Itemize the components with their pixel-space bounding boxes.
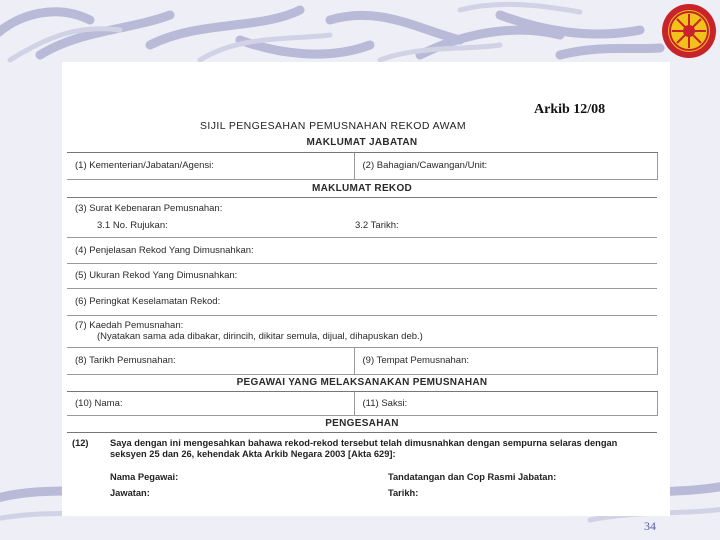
field-record-size: (5) Ukuran Rekod Yang Dimusnahkan: bbox=[67, 263, 657, 288]
field-permission-date: 3.2 Tarikh: bbox=[355, 220, 399, 231]
page-number: 34 bbox=[644, 519, 656, 533]
field-destruction-permission-label: (3) Surat Kebenaran Pemusnahan: bbox=[75, 203, 223, 214]
field-security-level: (6) Peringkat Keselamatan Rekod: bbox=[67, 288, 657, 315]
section-heading-department: MAKLUMAT JABATAN bbox=[67, 134, 657, 152]
form-table bbox=[67, 134, 658, 433]
form-title: SIJIL PENGESAHAN PEMUSNAHAN REKOD AWAM bbox=[200, 120, 467, 132]
certification-number: (12) bbox=[72, 438, 89, 448]
field-reference-number: 3.1 No. Rujukan: bbox=[97, 220, 168, 231]
form-reference-code: Arkib 12/08 bbox=[534, 102, 606, 117]
emblem-logo-icon bbox=[660, 2, 718, 60]
field-signoff-date: Tarikh: bbox=[388, 488, 419, 498]
certification-text: Saya dengan ini mengesahkan bahawa rekod-rekod tersebut telah dimusnahkan dengan sempurna selaras dengan seksyen 25 dan 26, kehendak Akta Arkib Negara 2003 [Akta 629]: bbox=[110, 438, 618, 459]
field-officer-name: (10) Nama: bbox=[67, 391, 354, 415]
field-signature-stamp: Tandatangan dan Cop Rasmi Jabatan: bbox=[388, 472, 557, 482]
scanned-form-sheet bbox=[62, 62, 670, 516]
field-destruction-date: (8) Tarikh Pemusnahan: bbox=[67, 347, 354, 374]
field-destruction-place: (9) Tempat Pemusnahan: bbox=[354, 347, 657, 374]
field-witness: (11) Saksi: bbox=[354, 391, 657, 415]
field-destruction-permission bbox=[67, 197, 657, 237]
section-heading-record: MAKLUMAT REKOD bbox=[67, 179, 657, 197]
field-record-description: (4) Penjelasan Rekod Yang Dimusnahkan: bbox=[67, 237, 657, 263]
field-destruction-method bbox=[67, 315, 657, 347]
field-destruction-method-note: (Nyatakan sama ada dibakar, dirincih, dikitar semula, dijual, dihapuskan deb.) bbox=[97, 331, 423, 342]
field-position: Jawatan: bbox=[110, 488, 150, 498]
field-division-unit: (2) Bahagian/Cawangan/Unit: bbox=[354, 152, 657, 179]
section-heading-officers: PEGAWAI YANG MELAKSANAKAN PEMUSNAHAN bbox=[67, 374, 657, 391]
field-ministry-agency: (1) Kementerian/Jabatan/Agensi: bbox=[67, 152, 354, 179]
field-destruction-method-label: (7) Kaedah Pemusnahan: bbox=[75, 320, 184, 331]
section-heading-certification: PENGESAHAN bbox=[67, 415, 657, 432]
field-officer-name-signoff: Nama Pegawai: bbox=[110, 472, 179, 482]
